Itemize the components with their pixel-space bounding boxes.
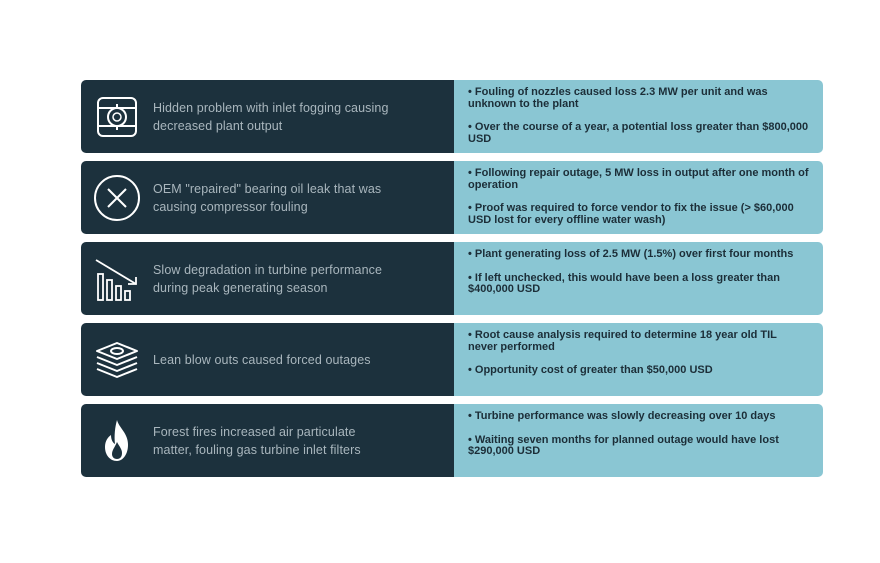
fire-icon <box>81 404 153 477</box>
impact-bullet: • Over the course of a year, a potential loss greater than $800,000 USD <box>468 121 809 145</box>
problem-text: Hidden problem with inlet fogging causing decreased plant output <box>153 100 389 133</box>
impact-bullet: • If left unchecked, this would have been a loss greater than $400,000 USD <box>468 271 780 295</box>
problem-text: Slow degradation in turbine performance during peak generating season <box>153 262 383 295</box>
list-item <box>81 404 823 477</box>
list-item <box>81 242 823 315</box>
impact-panel <box>454 323 823 396</box>
problem-panel <box>81 323 454 396</box>
circle-x-icon <box>81 161 153 234</box>
impact-panel <box>454 161 823 234</box>
problem-panel <box>81 242 454 315</box>
fogging-nozzle-icon <box>81 80 153 153</box>
problem-text: OEM "repaired" bearing oil leak that was causing compressor fouling <box>153 181 382 214</box>
impact-bullet: • Opportunity cost of greater than $50,000 USD <box>468 364 713 376</box>
impact-bullet: • Plant generating loss of 2.5 MW (1.5%) over first four months <box>468 248 794 260</box>
problem-panel <box>81 80 454 153</box>
list-item <box>81 323 823 396</box>
problem-panel <box>81 404 454 477</box>
problem-impact-list <box>81 80 823 485</box>
problem-panel <box>81 161 454 234</box>
list-item <box>81 161 823 234</box>
impact-panel <box>454 242 823 315</box>
impact-panel <box>454 80 823 153</box>
money-stack-icon <box>81 323 153 396</box>
problem-text: Forest fires increased air particulate matter, fouling gas turbine inlet filters <box>153 424 361 457</box>
impact-bullet: • Turbine performance was slowly decreasing over 10 days <box>468 410 776 422</box>
problem-text: Lean blow outs caused forced outages <box>153 352 371 367</box>
impact-bullet: • Root cause analysis required to determine 18 year old TIL never performed <box>468 329 777 353</box>
impact-bullet: • Following repair outage, 5 MW loss in output after one month of operation <box>468 167 809 191</box>
impact-bullet: • Fouling of nozzles caused loss 2.3 MW per unit and was unknown to the plant <box>468 86 768 110</box>
impact-bullet: • Proof was required to force vendor to fix the issue (> $60,000 USD lost for every offline water wash) <box>468 202 794 226</box>
impact-panel <box>454 404 823 477</box>
list-item <box>81 80 823 153</box>
impact-bullet: • Waiting seven months for planned outage would have lost $290,000 USD <box>468 433 779 457</box>
declining-bar-chart-icon <box>81 242 153 315</box>
